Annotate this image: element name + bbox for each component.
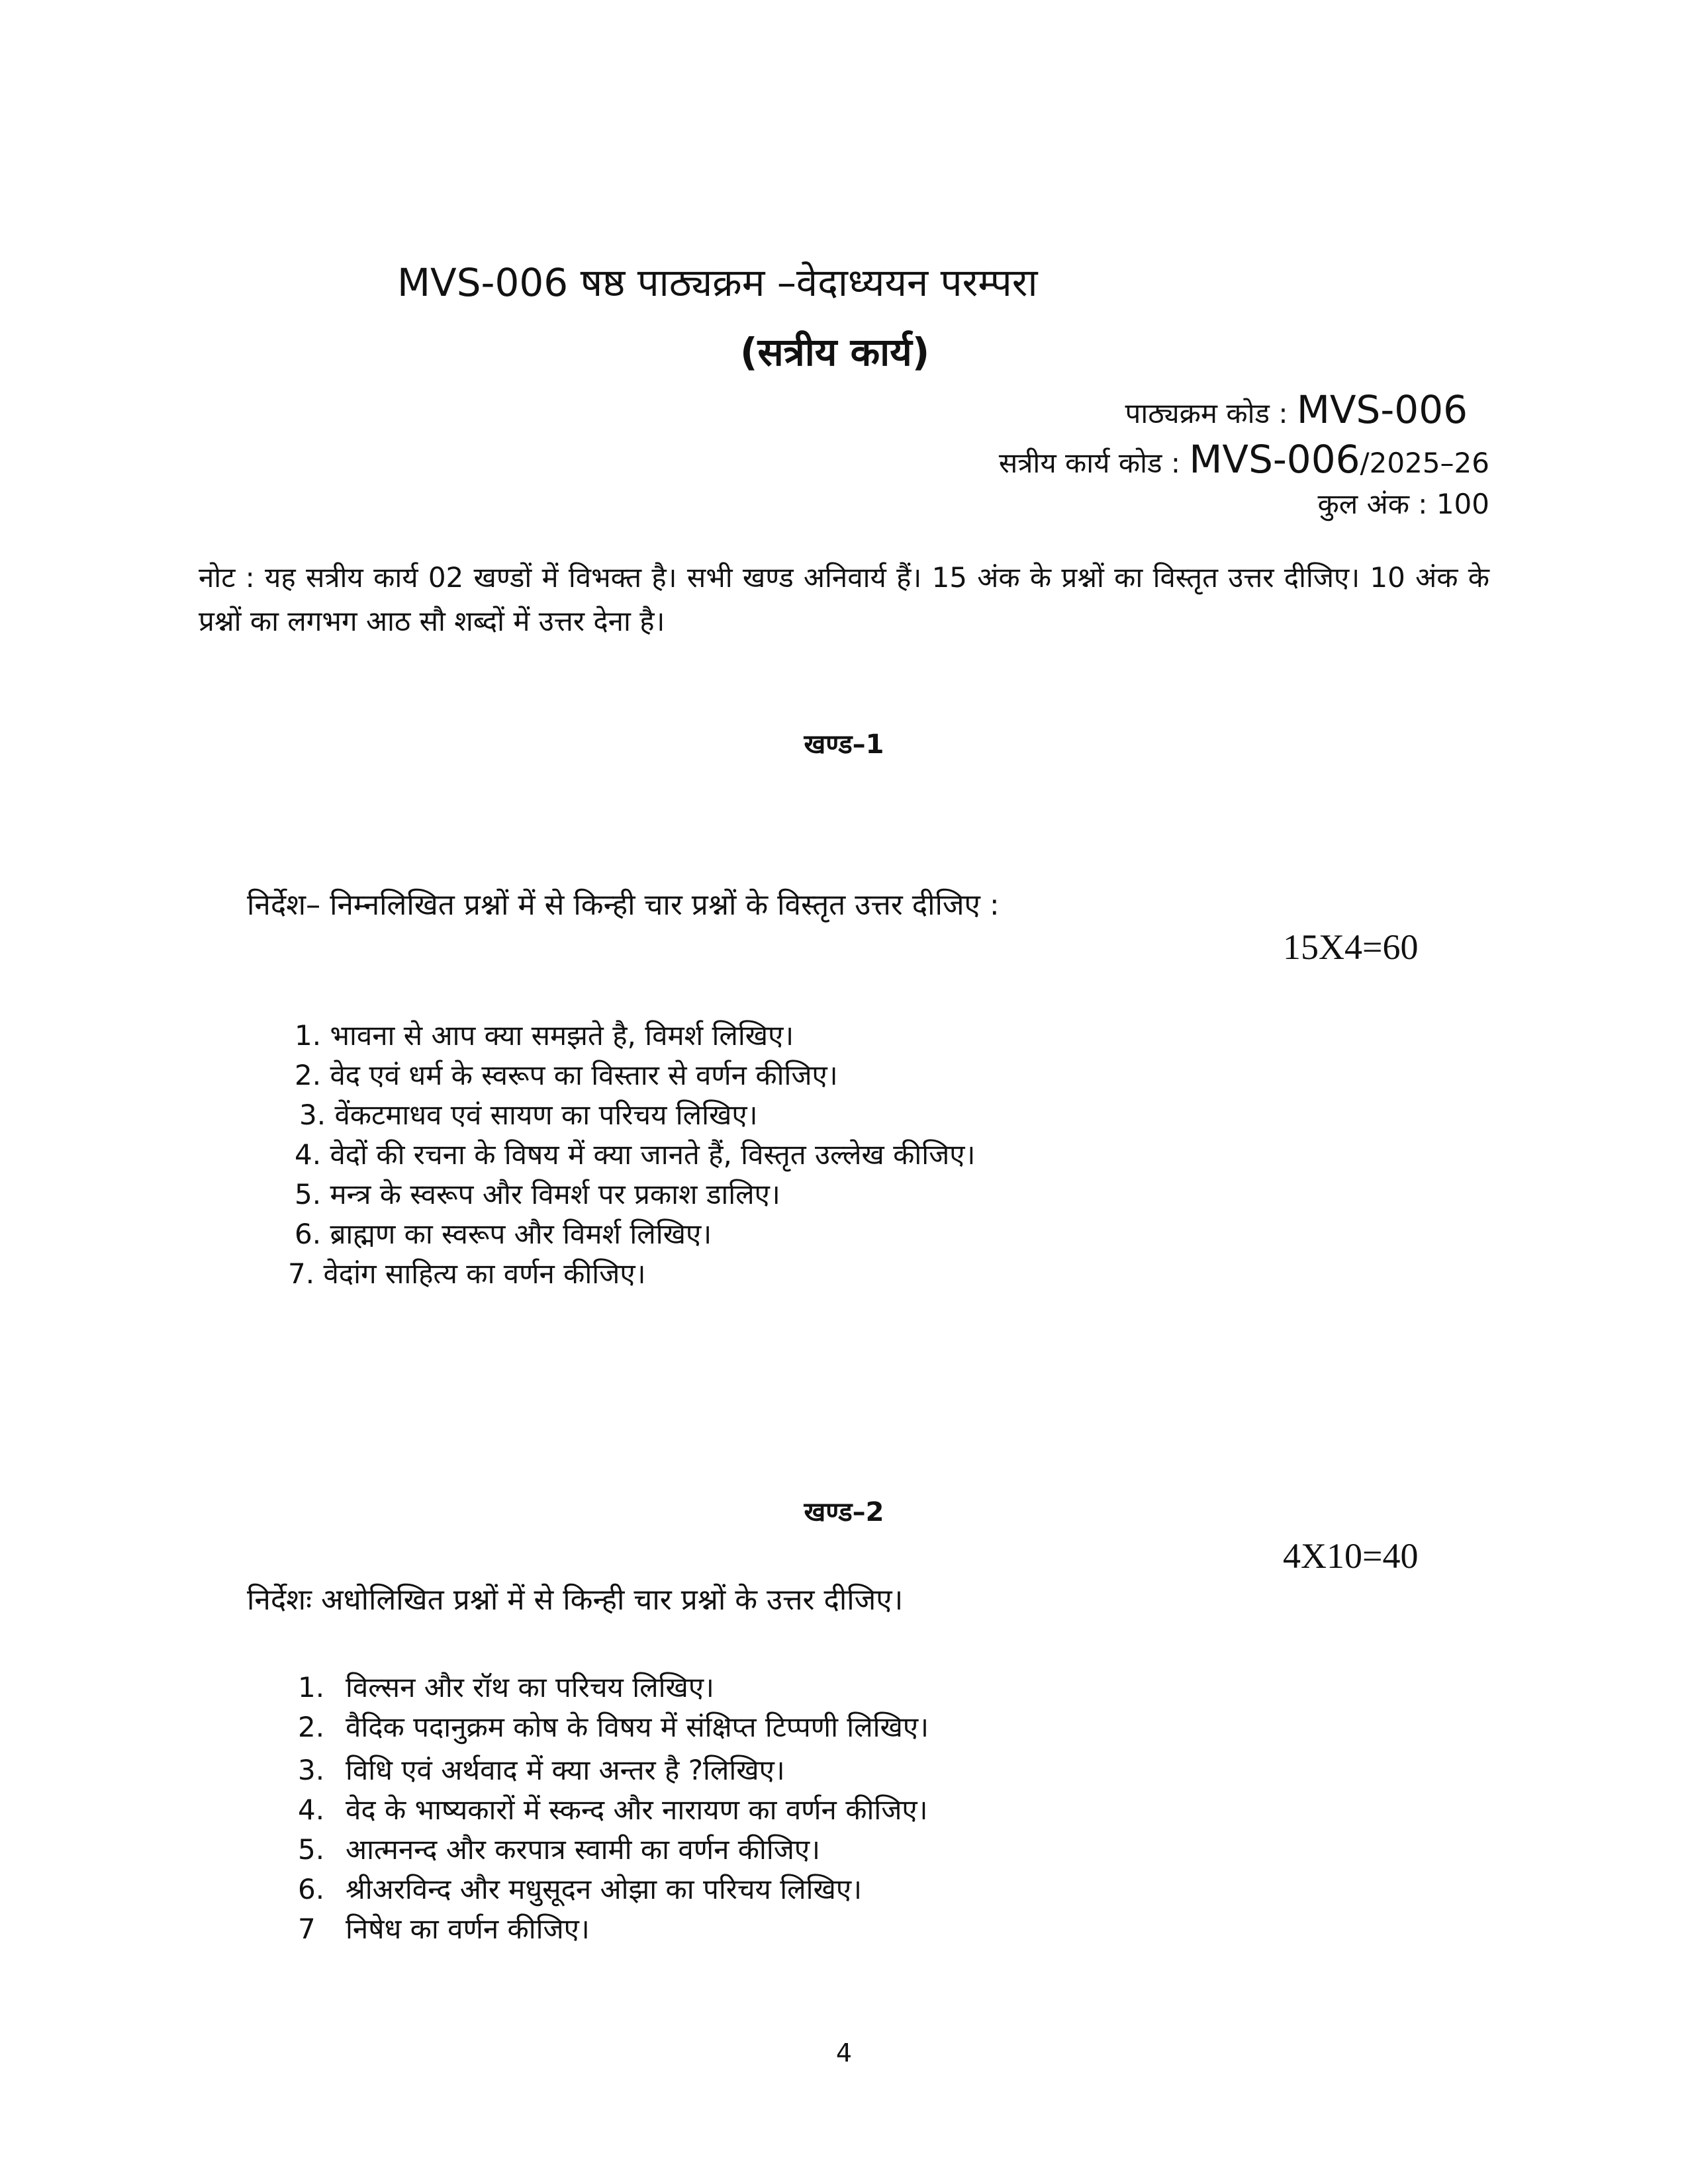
section-1-marks: 15X4=60 [1283,927,1419,967]
question-text: वेदों की रचना के विषय में क्या जानते हैं, विस्तृत उल्लेख कीजिए। [330,1138,976,1171]
assignment-code-label: सत्रीय कार्य कोड : [998,447,1180,479]
question-number: 7 [298,1913,316,1945]
question-text: मन्त्र के स्वरूप और विमर्श पर प्रकाश डालिए। [330,1178,780,1210]
question-number: 1. [295,1019,322,1052]
list-item [295,1175,780,1212]
question-text: आत्मनन्द और करपात्र स्वामी का वर्णन कीजिए। [346,1833,821,1866]
question-text: भावना से आप क्या समझते है, विमर्श लिखिए। [330,1019,794,1052]
total-marks-line [1318,484,1489,522]
section-2-direction: निर्देशः अधोलिखित प्रश्नों में से किन्ही चार प्रश्नों के उत्तर दीजिए। [247,1583,904,1617]
list-item [298,1909,590,1947]
assignment-code: MVS-006 [1189,437,1360,482]
list-item [298,1751,785,1788]
question-text: ब्राह्मण का स्वरूप और विमर्श लिखिए। [330,1218,712,1250]
course-code-label: पाठ्यक्रम कोड : [1125,397,1288,430]
document-title: MVS-006 षष्ठ पाठ्यक्रम –वेदाध्ययन परम्परा [397,260,1038,305]
question-number: 6. [295,1218,322,1250]
question-number: 7. [288,1257,315,1290]
question-number: 2. [298,1711,325,1743]
list-item [298,1668,714,1706]
section-1-direction: निर्देश– निम्नलिखित प्रश्नों में से किन्ही चार प्रश्नों के विस्तृत उत्तर दीजिए : [247,888,1000,922]
total-marks-label: कुल अंक : [1317,488,1428,520]
course-code: MVS-006 [1296,387,1468,432]
document-subtitle: (सत्रीय कार्य) [740,330,930,375]
question-number: 2. [295,1059,322,1091]
assignment-code-line [999,437,1489,482]
list-item [295,1056,838,1093]
question-number: 5. [298,1833,325,1866]
list-item [295,1016,794,1054]
question-text: विल्सन और रॉथ का परिचय लिखिए। [346,1671,714,1704]
question-text: श्रीअरविन्द और मधुसूदन ओझा का परिचय लिखिए। [346,1873,862,1905]
question-number: 4. [298,1794,325,1826]
question-number: 6. [298,1873,325,1905]
question-number: 3. [298,1754,325,1786]
question-text: निषेध का वर्णन कीजिए। [346,1913,590,1945]
question-text: वेदांग साहित्य का वर्णन कीजिए। [323,1257,646,1290]
question-text: वेंकटमाधव एवं सायण का परिचय लिखिए। [334,1099,758,1131]
section-1-heading: खण्ड–1 [804,729,884,760]
question-number: 4. [295,1138,322,1171]
question-number: 3. [299,1099,326,1131]
course-code-line [1125,387,1468,432]
list-item [288,1254,646,1292]
list-item [298,1870,862,1907]
question-text: वैदिक पदानुक्रम कोष के विषय में संक्षिप्त टिप्पणी लिखिए। [346,1711,929,1743]
section-2-heading: खण्ड–2 [804,1497,884,1527]
list-item [298,1707,929,1745]
section-2-marks: 4X10=40 [1283,1536,1419,1576]
question-text: वेद एवं धर्म के स्वरूप का विस्तार से वर्णन कीजिए। [330,1059,838,1091]
assignment-note: नोट : यह सत्रीय कार्य 02 खण्डों में विभक्त है। सभी खण्ड अनिवार्य हैं। 15 अंक के प्रश्नों का विस्तृत उत्तर दीजिए। 10 अंक के प्रश्नों का लगभग आठ सौ शब्दों में उत्तर देना है। [199,561,1489,637]
question-text: विधि एवं अर्थवाद में क्या अन्तर है ?लिखिए। [346,1754,785,1786]
question-text: वेद के भाष्यकारों में स्कन्द और नारायण का वर्णन कीजिए। [346,1794,928,1826]
assignment-year: /2025–26 [1360,447,1489,479]
question-number: 1. [298,1671,325,1704]
total-marks: 100 [1436,488,1489,520]
question-number: 5. [295,1178,322,1210]
list-item [298,1830,820,1868]
list-item [298,1790,928,1828]
list-item [299,1095,758,1133]
list-item [295,1135,975,1173]
page-number: 4 [835,2038,853,2068]
list-item [295,1214,712,1252]
